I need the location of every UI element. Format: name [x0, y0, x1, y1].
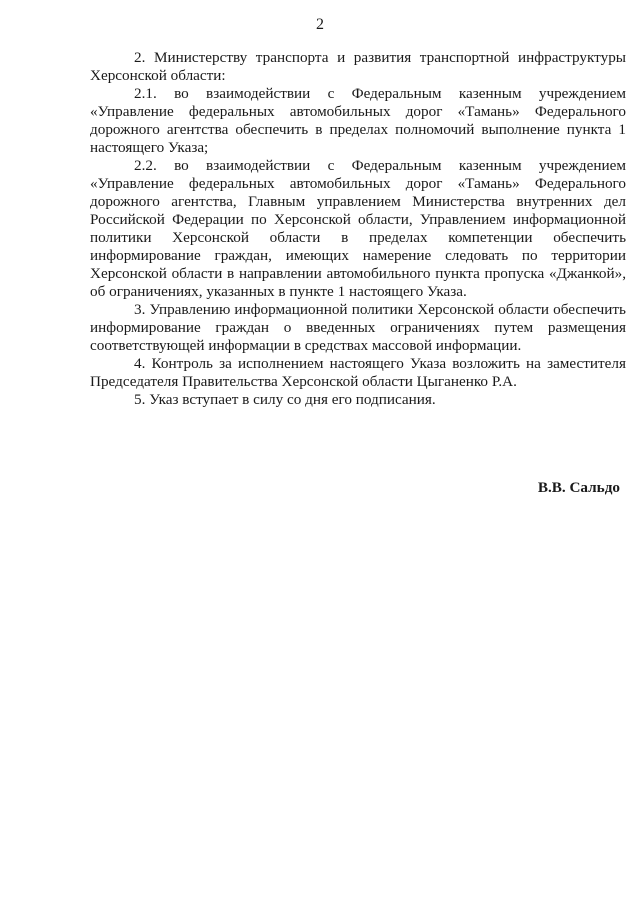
paragraph-5: 5. Указ вступает в силу со дня его подписания.	[134, 391, 436, 408]
paragraph-2-2: 2.2. во взаимодействии с Федеральным казенным учреждением «Управление федеральных автомобильных дорог «Тамань» Федерального дорожного агентства, Главным управлением Министерства внутренних дел Российской Федерации по Херсонской области, Управлением информационной политики Херсонской области в пределах компетенции обеспечить информирование граждан, имеющих намерение следовать по территории Херсонской области в направлении автомобильного пункта пропуска «Джанкой», об ограничениях, указанных в пункте 1 настоящего Указа.	[90, 157, 626, 300]
page-number: 2	[316, 16, 324, 33]
paragraph-2: 2. Министерству транспорта и развития транспортной инфраструктуры Херсонской области:	[90, 49, 626, 84]
signature-name: В.В. Сальдо	[537, 479, 620, 496]
paragraph-2-1: 2.1. во взаимодействии с Федеральным казенным учреждением «Управление федеральных автомобильных дорог «Тамань» Федерального дорожного агентства обеспечить в пределах полномочий выполнение пункта 1 настоящего Указа;	[90, 85, 626, 156]
paragraph-3: 3. Управлению информационной политики Херсонской области обеспечить информирование граждан о введенных ограничениях путем размещения соответствующей информации в средствах массовой информации.	[90, 301, 626, 354]
paragraph-4: 4. Контроль за исполнением настоящего Указа возложить на заместителя Председателя Правительства Херсонской области Цыганенко Р.А.	[90, 355, 626, 390]
document-body	[90, 49, 626, 409]
